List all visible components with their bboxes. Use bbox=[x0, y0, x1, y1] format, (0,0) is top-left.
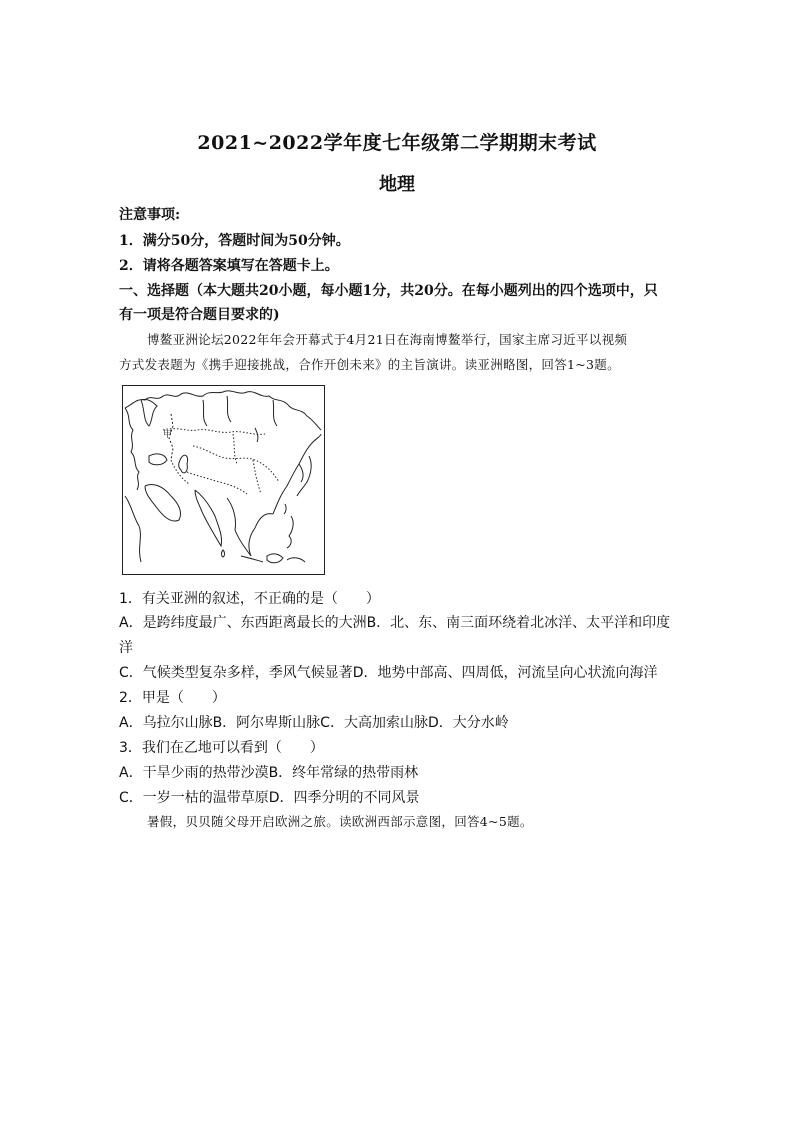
question-1-option-b-wrap: 洋 bbox=[119, 640, 133, 656]
exam-title: 2021~2022学年度七年级第二学期期末考试 bbox=[197, 132, 597, 154]
section-heading-line1: 一、选择题（本大题共20小题，每小题1分，共20分。在每小题列出的四个选项中，只 bbox=[119, 283, 658, 299]
question-3-stem: 3．我们在乙地可以看到（ ） bbox=[119, 740, 324, 756]
question-1-stem: 1．有关亚洲的叙述，不正确的是（ ） bbox=[119, 591, 380, 607]
question-2-stem: 2．甲是（ ） bbox=[119, 690, 226, 706]
notice-item-2: 2．请将各题答案填写在答题卡上。 bbox=[119, 258, 339, 274]
passage2-line1: 暑假，贝贝随父母开启欧洲之旅。读欧洲西部示意图，回答4~5题。 bbox=[147, 814, 533, 829]
exam-subject: 地理 bbox=[379, 174, 415, 195]
asia-sketch-map bbox=[122, 385, 325, 575]
notice-item-1: 1．满分50分，答题时间为50分钟。 bbox=[119, 233, 350, 249]
notice-heading: 注意事项: bbox=[119, 207, 181, 223]
map-label-jia: 甲 bbox=[163, 430, 173, 440]
asia-outline-drawing bbox=[123, 386, 323, 573]
question-2-options: A．乌拉尔山脉B．阿尔卑斯山脉C．大高加索山脉D．大分水岭 bbox=[119, 715, 509, 731]
question-1-option-ab: A．是跨纬度最广、东西距离最长的大洲B．北、东、南三面环绕着北冰洋、太平洋和印度 bbox=[119, 615, 671, 631]
question-1-option-cd: C．气候类型复杂多样，季风气候显著D．地势中部高、四周低，河流呈向心状流向海洋 bbox=[119, 665, 658, 681]
passage1-line2: 方式发表题为《携手迎接挑战，合作开创未来》的主旨演讲。读亚洲略图，回答1~3题。 bbox=[119, 357, 620, 372]
question-3-option-cd: C．一岁一枯的温带草原D．四季分明的不同风景 bbox=[119, 790, 420, 806]
section-heading-line2: 有一项是符合题目要求的) bbox=[119, 307, 280, 323]
passage1-line1: 博鳌亚洲论坛2022年年会开幕式于4月21日在海南博鳌举行，国家主席习近平以视频 bbox=[147, 332, 628, 347]
question-3-option-ab: A．干旱少雨的热带沙漠B．终年常绿的热带雨林 bbox=[119, 765, 419, 781]
